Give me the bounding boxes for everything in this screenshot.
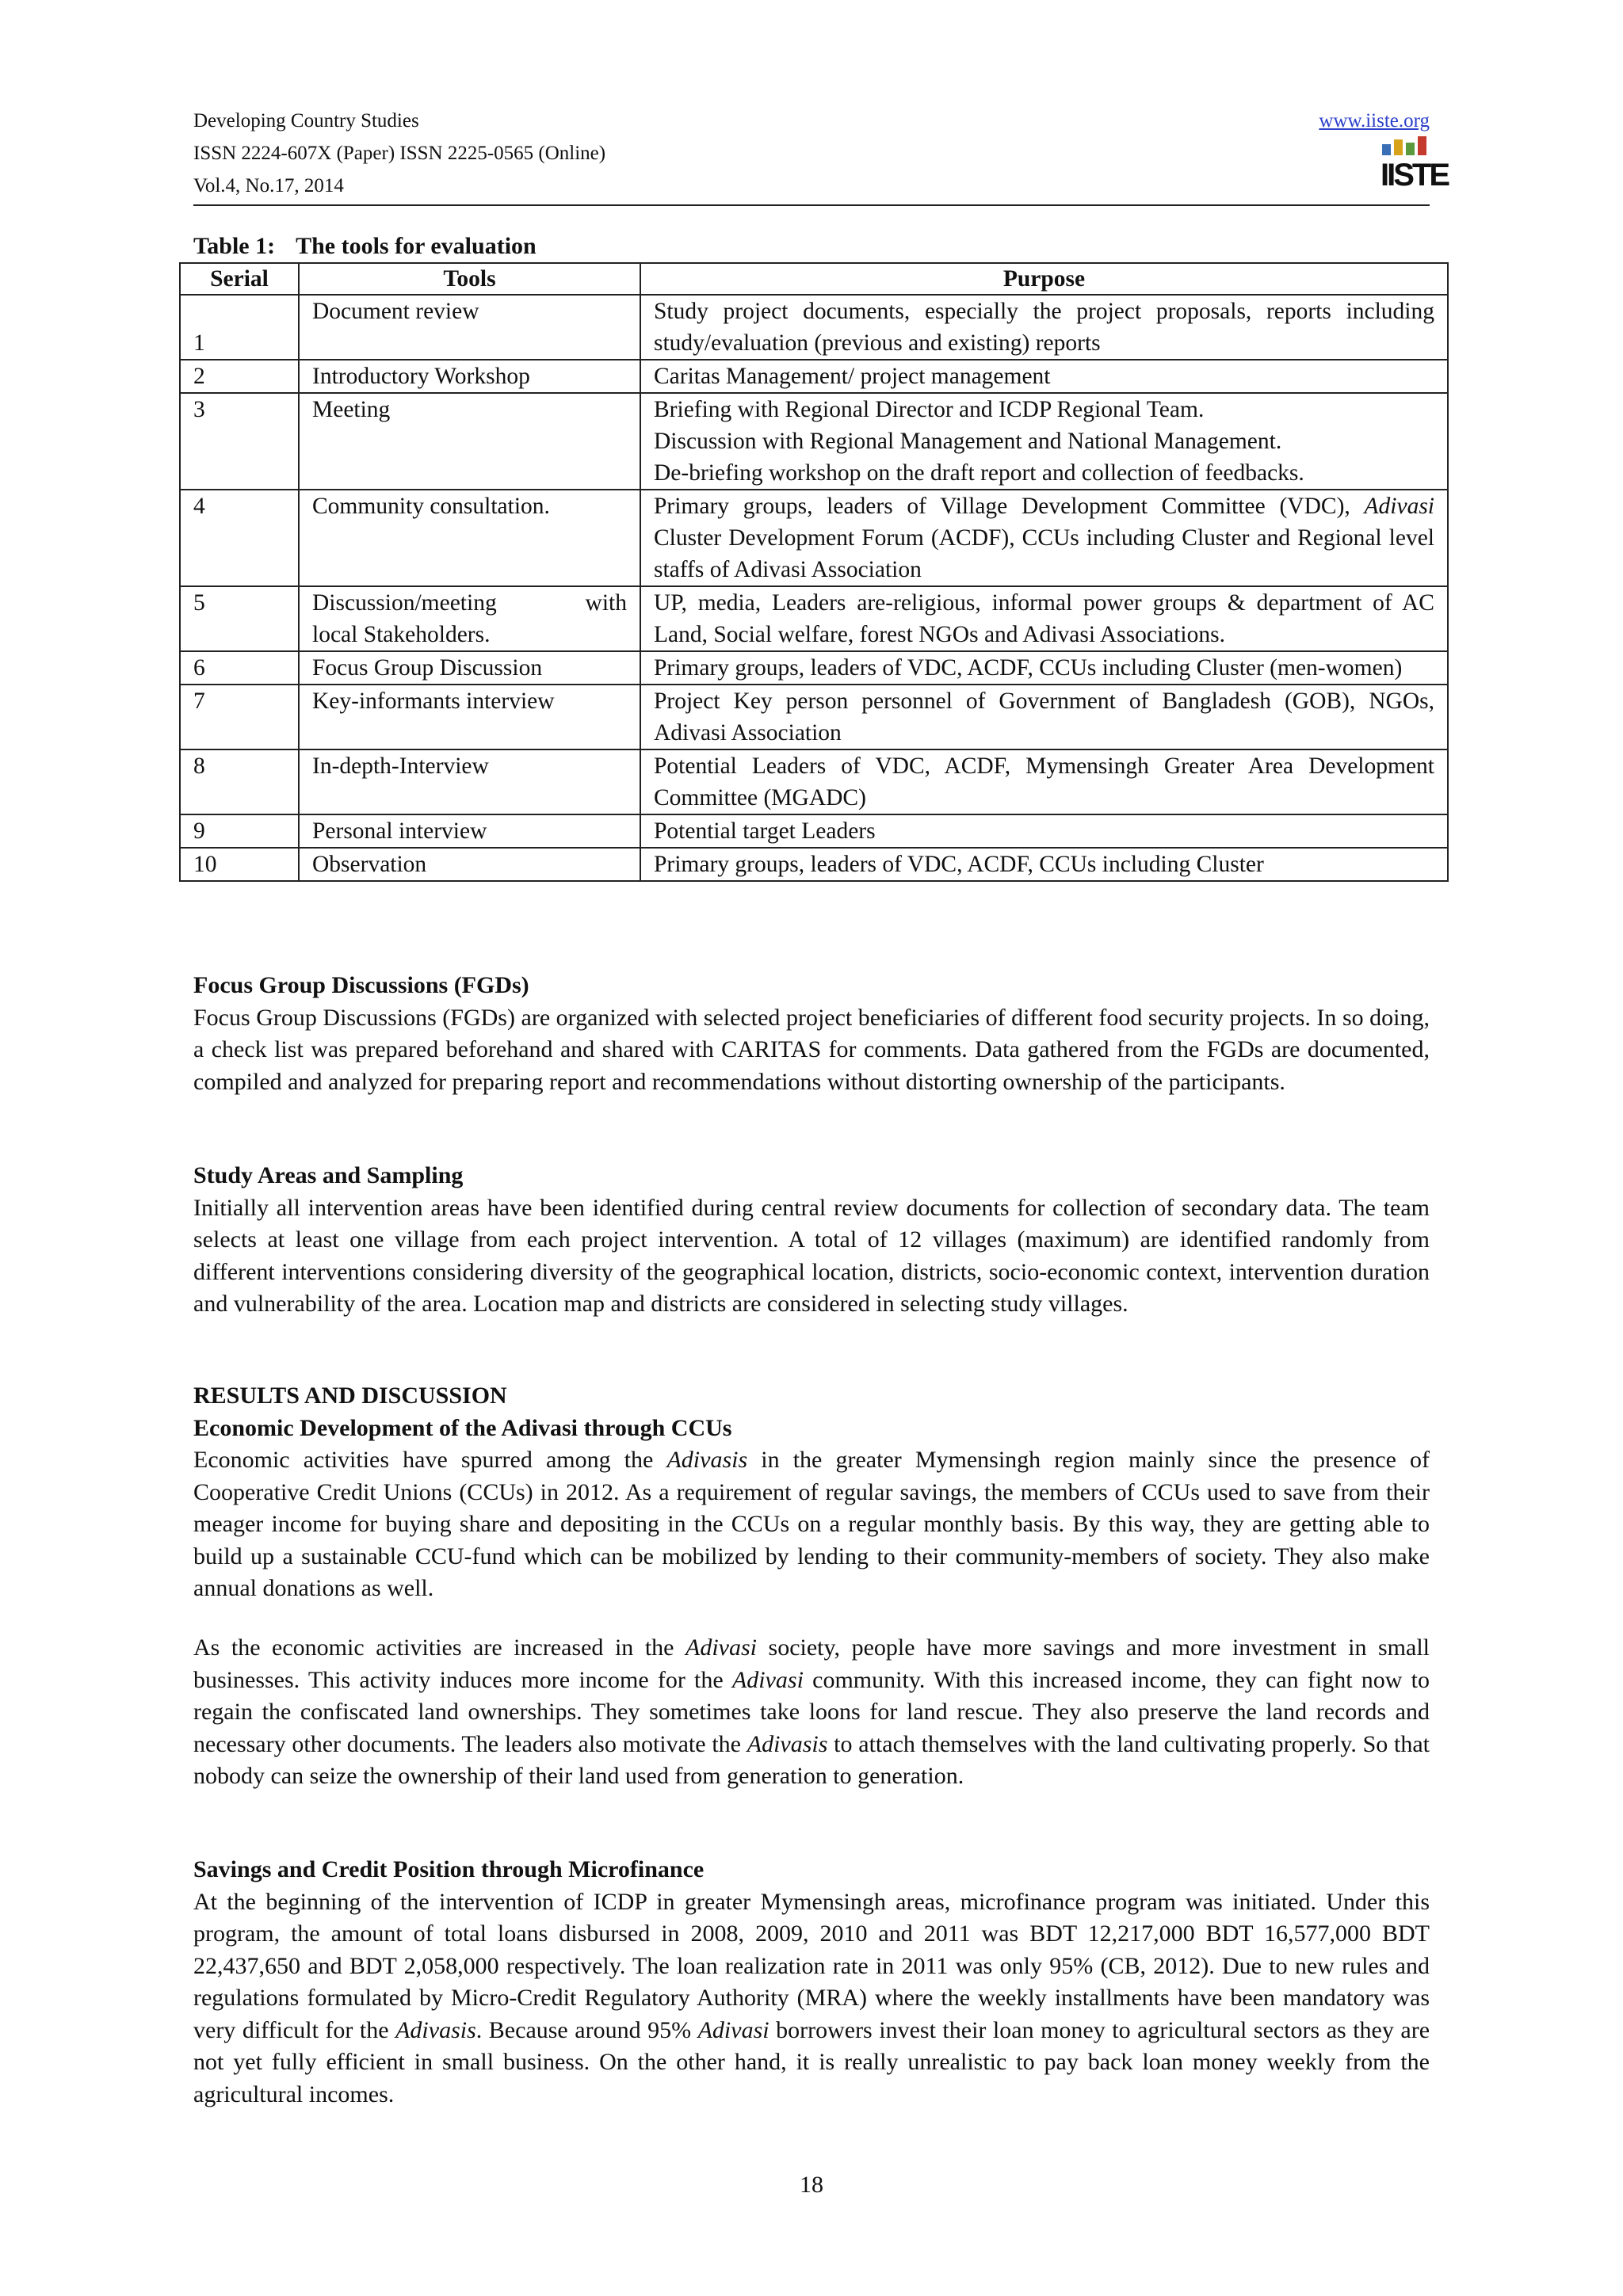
cell-tool: Meeting <box>299 393 640 490</box>
tool-word: with <box>585 590 627 616</box>
journal-url-link[interactable]: www.iiste.org <box>1319 110 1430 132</box>
table-row <box>180 393 1448 490</box>
cell-serial: 6 <box>180 651 299 685</box>
italic-run: Adivasi <box>697 2016 769 2043</box>
section-subheading: Economic Development of the Adivasi through CCUs <box>193 1414 732 1441</box>
cell-purpose: Project Key person personnel of Government of Bangladesh (GOB), NGOs, Adivasi Association <box>640 685 1448 749</box>
purpose-text: Cluster Development Forum (ACDF), CCUs including Cluster and Regional level staffs of Adivasi Association <box>654 525 1434 582</box>
section-results <box>193 1380 1430 1605</box>
table-row <box>180 360 1448 393</box>
purpose-italic-text: Adivasi <box>1364 494 1435 519</box>
text-run: As the economic activities are increased in the <box>193 1634 685 1661</box>
table-header-row <box>180 263 1448 295</box>
italic-run: Adivasi <box>731 1666 804 1693</box>
cell-serial: 8 <box>180 749 299 814</box>
section-paragraph: Focus Group Discussions (FGDs) are organized with selected project beneficiaries of different food security projects. In so doing, a check list was prepared beforehand and shared with CARITAS for comments. Data gathered from the FGDs are documented, compiled and analyzed for preparing report and recommendations without distorting ownership of the participants. <box>193 1004 1430 1095</box>
text-run: community. With this increased income, they can fight now to regain the confiscated land ownerships. They sometimes take loons for land rescue. They also preserve the land records and necessary other documents. The leaders also motivate the <box>193 1666 1430 1757</box>
tool-line: local Stakeholders. <box>312 622 491 647</box>
section-fgd <box>193 970 1430 1098</box>
cell-tool: Personal interview <box>299 814 640 848</box>
journal-issn: ISSN 2224-607X (Paper) ISSN 2225-0565 (Online) <box>193 143 606 164</box>
cell-serial: 9 <box>180 814 299 848</box>
header-serial: Serial <box>180 263 299 295</box>
cell-serial: 3 <box>180 393 299 490</box>
table-row <box>180 749 1448 814</box>
cell-serial: 4 <box>180 490 299 586</box>
cell-purpose: Potential target Leaders <box>640 814 1448 848</box>
purpose-line: Discussion with Regional Management and National Management. <box>654 429 1282 454</box>
cell-serial: 2 <box>180 360 299 393</box>
table-row <box>180 586 1448 651</box>
section-paragraph <box>193 1886 1430 2111</box>
section-study-areas <box>193 1160 1430 1321</box>
cell-tool: In-depth-Interview <box>299 749 640 814</box>
cell-tool <box>299 586 640 651</box>
cell-purpose: Caritas Management/ project management <box>640 360 1448 393</box>
cell-serial: 1 <box>180 295 299 360</box>
cell-purpose: UP, media, Leaders are-religious, informal power groups & department of AC Land, Social welfare, forest NGOs and Adivasi Associations. <box>640 586 1448 651</box>
italic-run: Adivasi <box>685 1634 757 1661</box>
text-run: society, people have more savings and more investment in small businesses. This activity induces more income for the <box>193 1634 1430 1693</box>
cell-purpose: Potential Leaders of VDC, ACDF, Mymensingh Greater Area Development Committee (MGADC) <box>640 749 1448 814</box>
logo-bars-icon <box>1382 136 1428 155</box>
italic-run: Adivasis <box>395 2016 476 2043</box>
table-title: The tools for evaluation <box>296 233 537 259</box>
cell-purpose <box>640 490 1448 586</box>
tools-table <box>179 262 1449 882</box>
cell-serial: 7 <box>180 685 299 749</box>
section-heading: Focus Group Discussions (FGDs) <box>193 972 529 998</box>
cell-tool: Key-informants interview <box>299 685 640 749</box>
cell-purpose: Study project documents, especially the project proposals, reports including study/evaluation (previous and existing) reports <box>640 295 1448 360</box>
cell-purpose: Primary groups, leaders of VDC, ACDF, CCUs including Cluster <box>640 848 1448 881</box>
journal-header <box>193 105 1449 202</box>
table-label: Table 1: <box>193 233 276 259</box>
table-row <box>180 490 1448 586</box>
table-row <box>180 685 1448 749</box>
header-divider <box>193 204 1430 206</box>
logo-text: IISTE <box>1381 158 1449 193</box>
header-tools: Tools <box>299 263 640 295</box>
text-run: to attach themselves with the land cultivating properly. So that nobody can seize the ownership of their land used from generation to generation. <box>193 1730 1430 1789</box>
cell-serial: 10 <box>180 848 299 881</box>
section-results-continued <box>193 1632 1430 1793</box>
section-savings <box>193 1854 1430 2111</box>
iiste-logo <box>1381 136 1449 193</box>
purpose-line: Briefing with Regional Director and ICDP Regional Team. <box>654 397 1205 422</box>
cell-purpose <box>640 393 1448 490</box>
page-number: 18 <box>800 2172 823 2198</box>
text-run: . Because around 95% <box>475 2016 698 2043</box>
purpose-text: Primary groups, leaders of Village Development Committee (VDC), <box>654 494 1350 519</box>
cell-tool: Observation <box>299 848 640 881</box>
section-heading: Savings and Credit Position through Microfinance <box>193 1856 705 1882</box>
section-heading: Study Areas and Sampling <box>193 1162 464 1188</box>
italic-run: Adivasis <box>666 1447 748 1473</box>
cell-purpose: Primary groups, leaders of VDC, ACDF, CCUs including Cluster (men-women) <box>640 651 1448 685</box>
section-heading: RESULTS AND DISCUSSION <box>193 1383 507 1409</box>
journal-name: Developing Country Studies <box>193 110 419 132</box>
table-row <box>180 651 1448 685</box>
cell-tool: Document review <box>299 295 640 360</box>
section-paragraph <box>193 1444 1430 1605</box>
section-paragraph <box>193 1632 1430 1793</box>
italic-run: Adivasis <box>747 1730 828 1757</box>
text-run: in the greater Mymensingh region mainly since the presence of Cooperative Credit Unions (CCUs) in 2012. As a requirement of regular savings, the members of CCUs used to save from their meager income for buying share and depositing in the CCUs on a regular monthly basis. By this way, they are getting able to build up a sustainable CCU-fund which can be mobilized by lending to their community-members of society. They also make annual donations as well. <box>193 1447 1430 1601</box>
text-run: borrowers invest their loan money to agricultural sectors as they are not yet fully efficient in small business. On the other hand, it is really unrealistic to pay back loan money weekly from the agricultural incomes. <box>193 2016 1430 2107</box>
cell-tool: Community consultation. <box>299 490 640 586</box>
table-row <box>180 848 1448 881</box>
tool-line <box>312 587 627 619</box>
section-paragraph: Initially all intervention areas have been identified during central review documents for collection of secondary data. The team selects at least one village from each project intervention. A total of 12 villages (maximum) are identified randomly from different interventions considering diversity of the geographical location, districts, socio-economic context, intervention duration and vulnerability of the area. Location map and districts are considered in selecting study villages. <box>193 1194 1430 1317</box>
cell-tool: Focus Group Discussion <box>299 651 640 685</box>
tool-word: Discussion/meeting <box>312 590 497 616</box>
header-purpose: Purpose <box>640 263 1448 295</box>
table-row <box>180 295 1448 360</box>
cell-serial: 5 <box>180 586 299 651</box>
table-row <box>180 814 1448 848</box>
purpose-line: De-briefing workshop on the draft report and collection of feedbacks. <box>654 460 1304 486</box>
cell-tool: Introductory Workshop <box>299 360 640 393</box>
journal-volume: Vol.4, No.17, 2014 <box>193 175 344 196</box>
text-run: At the beginning of the intervention of ICDP in greater Mymensingh areas, microfinance program was initiated. Under this program, the amount of total loans disbursed in 2008, 2009, 2010 and 2011 was BDT 12,217,000 BDT 16,577,000 BDT 22,437,650 and BDT 2,058,000 respectively. The loan realization rate in 2011 was only 95% (CB, 2012). Due to new rules and regulations formulated by Micro-Credit Regulatory Authority (MRA) where the weekly installments have been mandatory was very difficult for the <box>193 1888 1430 2043</box>
text-run: Economic activities have spurred among the <box>193 1447 667 1473</box>
table-caption <box>193 232 537 261</box>
